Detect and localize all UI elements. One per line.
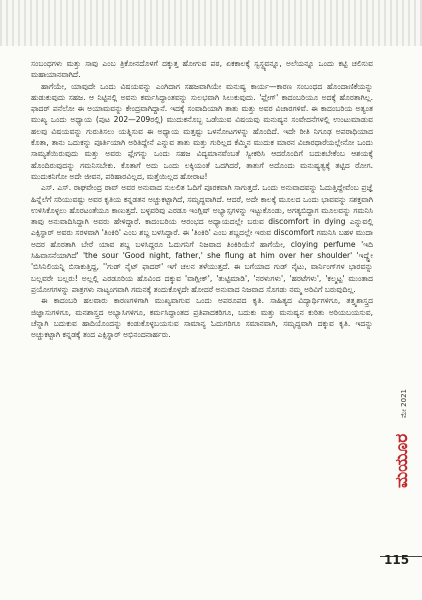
article-paragraph: ಎಸ್. ಎಸ್. ರಾಘವೇಂದ್ರ ರಾವ್ ಅವರ ಅನುವಾದ ಸುಲಲಿತ ಓದಿಗೆ ಪೂರಕವಾಗಿ ಸಾಗುತ್ತದೆ. ಒಂದು ಅನುವಾದವನ್ನು ಓದುತ್ತಿದ್ದೇವೆಂಬ ಪ್ರಜ್ಞೆ ಹಿನ್ನೆಲೆಗೆ ಸರಿಯುವಷ್ಟು ಅವರ ಕೃತಿಯ ಕನ್ನಡತನ ಅಚ್ಚುಕಟ್ಟಾಗಿದೆ, ಸಮೃದ್ಧವಾಗಿದೆ. ಆದರೆ, ಅದೇ ಕಾಲಕ್ಕೆ ಮೂಲದ ಒಂದು ಭಾವವನ್ನು ಸಶಕ್ತವಾಗಿ ಉಳಿಸಿಕೊಳ್ಳಲು ಹೊರಟಂತೆಯೂ ಕಾಣುತ್ತದೆ. ಬಳ್ಳವರಿವು ಎರಡೂ ಇಂಗ್ಲಿಷ್ ಅಭ್ಯಾಸ್ಸಗಳನ್ನು ಇಟ್ಟುಕೊಂಡು, ಅಗತ್ಯಬಿದ್ದಾಗ ಮೂಲವನ್ನು ಗಮನಿಸಿ ತಾವು ಅನುವಾದಿಸಿದ್ದಾಗಿ ಅವರು ಹೇಳಿದ್ದಾರೆ. ಕಾದಂಬರಿಯ ಆರಂಭದ ಅಧ್ಯಾಯದಲ್ಲೇ ಬರುವ discomfort in dying ಎನ್ನುವಲ್ಲಿ ಎಕ್ಸಿಸ್ಥಾರ್ ಅವರು ಸರಳವಾಗಿ 'ತಿಂಕಿರಿ' ಎಂಬ ಶಬ್ದ ಬಳಸಿದ್ದಾರೆ. ಈ 'ತಿಂಕಿರಿ' ಎಂಬ ಶಬ್ದದಲ್ಲೇ ಇರುವ discomfort ಗಮನಿಸಿ ಬಹಳ ಮುದಾ ಅದರ ಹೊರತಾಗಿ ಬೇರೆ ಯಾವ ಶಬ್ದ ಬಳಸಿದ್ದರೂ ಓದುಗನಿಗೆ ನಿಜವಾದ ತಿಂಕಿರಿಯೆಸೆ ಹಾಗೆಯೇ, cloying perfume 'ಇದಿ ಸಿಹಿವಾಸನೆಯಾಗಿದೆ' 'the sour 'Good night, father,' she flung at him over her shoulder' 'ಇದ್ದ್ಹೇ 'ಬಿಸಿನಿಲಿಯನ್ನಿ ಬಿಸಾಕುತ್ತಿದ್ದ, ''ಗುಡ್ ನೈಟ್ ಫಾದರ್' ಇಗೆ ಚಲನ ತಳೆಯುತ್ತದೆ. ಈ ಬಗೆಯಾದ ಗುಡ್ ನೈಟು, ವಾರ್ನಿಂಗ್‌ಗಳ ಭಾರವನ್ನು ಬಲ್ಲವರೇ ಬಲ್ಲರು! ಅಲ್ಲಲ್ಲಿ ಎರಡೂರಿಯ ಹೊವಿಂದ ದಕ್ಕುವ 'ವಾಗ್ಲೀಕ್', 'ತುಟ್ಟಿಮಾಡಿ', 'ನರಳುಗಳು', 'ಹರಟೆಗಳು', 'ಕಲ್ಮಟ್ಟ' ಮುಂತಾದ ಪ್ರಯೋಗಗಳನ್ನು ಪಾತ್ರಗಳು ನಾಟ್ಯಂಗವಾಗಿ ಗಮನಕ್ಕೆ ತಂದುಕೊಳ್ಳದೇ ಹೋದರೆ ಅನುವಾದ ನಿಜವಾದ ಸೊಗಡು ನಮ್ಮ ಅರಿವಿಗೆ ಬರುವುದಿಲ್ಲ. (31, 183, 373, 294)
article-paragraph: ಹಾಗೆಯೇ, ಯಾವುದೇ ಒಂದು ವಿಷಯವನ್ನು ಎಂಗಿದಾಗ ಸಹಜವಾಗಿಯೇ ಮನುಷ್ಯ ಕಾರ್ಯ—ಕಾರಣ ಸಂಬಂಧದ ಹೊಂದಾಣಿಕೆಯನ್ನು ಹುಡುಕುವುದು ಸಹಜ. ಆ ನಿಟ್ಟಿನಲ್ಲಿ ಅವನು ಕರ್ಮಸಿದ್ಧಾಂತವನ್ನು ಸುಲಭವಾಗಿ ಸಿಲುಕುವುದು. 'ಫ್ಲೇಗ್' ಕಾದಂಬರಿಯೂ ಅದಕ್ಕೆ ಹೊರತಾಗಿಲ್ಲ. ಫಾದರ್ ಪನೆಲೋ ಈ ಅಯಾಮವನ್ನು ಕೇಂದ್ರವಾಗಿದ್ದಾನೆ. ಇದಕ್ಕೆ ಸಂವಾದಿಯಾಗಿ ತಾತು ಮತ್ತು ಅವರ ವಿಚಾರಗಳಿವೆ. ಈ ಕಾದಂಬರಿಯ ಅತ್ಯಂತ ಮುಖ್ಯ ಒಂದು ಅಧ್ಯಾಯ (ಪುಟ 202—209ರಲ್ಲಿ) ಮುದುಕನೊಬ್ಬ ಒಡೆಯುವ ವಿಷಯವು ಮನುಷ್ಯನ ಸಂವೇದನೆಗಳಲ್ಲಿ ಉಂಟುಮಾಡುವ ಹಲವು ವಿಷಯವನ್ನು ಗುರುತಿಸಲು ಯತ್ನಿಸುವ ಈ ಅಧ್ಯಾಯ ಮತ್ತಷ್ಟು ಒಳನೋಟಗಳನ್ನು ಹೊಂದಿದೆ. ಇದೇ ರೀತಿ ನಿಗೂಢ ಅಪರಾಧಿಯಾದ ಕೊತಾ, ತಾನು ಒದುಕನ್ನು ಪೂರ್ತಿಯಾಗಿ ಅರಿತಿದ್ದೇನೆ ಎನ್ನುವ ತಾತು ಮತ್ತು ಗುರಿಲ್ಲದ ಕೆಮ್ಮಿನ ಮುದುಕ ಮಾರನ ವಿಚಾರಧಾರೆಯಲ್ಲೇನೋ ಒಂದು ಸಾಮ್ಯತೆಯಿರುವುದು ಮತ್ತು ಅವರು ಫ್ಲೇಗನ್ನು ಒಂದು ಸಹಜ ವಿದ್ಯಮಾನವೆಂಬತೆ ಸ್ವೀಕರಿಸಿ ಆದರೊಂದಿಗೆ ಬದುಕಬೇಕೆಂಬ ಆಶಯಕ್ಕೆ ಹೊಂದಿರುವುದನ್ನು ಗಮನಿಸಬೇಕು. ಕೊತಾಗೆ ಅದು ಒಂದು ಲಕ್ಕಿಯಂತೆ ಒದಗಿದರೆ, ತಾತುಗೆ ಅದೊಂದು ಮನುಷ್ಯತ್ವಕ್ಕೆ ತಟ್ಟಿದ ರೋಗ. ಮುದುಕನಿಗೋ ಅದೇ ಜೀವನ, ಪರಿಹಾರವಿಲ್ಲದ, ಮತ್ತೆಯಿಲ್ಲದ ಹೋರಾಟ! (31, 81, 373, 181)
article-paragraph: ಸಂಬಂಧಗಳು ಮತ್ತು ಸಾವು ಎಂಬ ತ್ರಿಕೋನದೊಳಗೆ ದಕ್ಕುತ್ತ ಹೋಗುವ ಪಠ, ಏಕಕಾಲಕ್ಕೆ ಸ್ವಸ್ಥ್ಯವನ್ನೂ, ಅಲೆಯನ್ನೂ ಒಂದು ಕಟ್ಟಿ ಚಲಿಸುವ ಮಹಾಯಾನವಾಗಿದೆ. (31, 59, 373, 80)
article-paragraph: ಈ ಕಾದಂಬರಿ ಹಲವಾರು ಕಾರಣಗಳಿಗಾಗಿ ಮುಖ್ಯವಾಗುವ ಒಂದು ಅಪರೂಪದ ಕೃತಿ. ಸಾಹಿತ್ಯದ ವಿದ್ಯಾರ್ಥಿಗಳಿಗೂ, ತತ್ತ್ವಶಾಸ್ತ್ರದ ಜಿಜ್ಞಾಸುಗಳಿಗೂ, ಮನಶಾಸ್ತ್ರದ ಅಭ್ಯಾಸಿಗಳಿಗೂ, ಕರ್ಮಸಿದ್ಧಾಂತದ ಪ್ರತಿಪಾದಕರಿಗೂ, ಬದುಕು ಮತ್ತು ಮನುಷ್ಯನ ಕುರಿತು ಅರಿಯಬಯಸುವ, ಚೆನ್ನಾಗಿ ಬದುಕುವ ಹಾದಿಯೊಂದನ್ನು ಕಂಡುಕೊಳ್ಳಬಯಸುವ ಸಾಮಾನ್ಯ ಓದುಗರಿಗೂ ಸಮಾನವಾಗಿ, ಸಮೃದ್ಧವಾಗಿ ದಕ್ಕುವ ಕೃತಿ. ಇದನ್ನು ಅಚ್ಚುಕಟ್ಟಾಗಿ ಕನ್ನಡಕ್ಕೆ ತಂದ ಎಕ್ಸಿಸ್ಥಾರ್ ಅಭಿನಂದನಾರ್ಹರು. (31, 296, 373, 340)
page-number: 115 (384, 553, 410, 567)
article-body (31, 58, 373, 340)
binding-edge (0, 0, 422, 46)
issue-date: ಮೇ 2021 (400, 389, 408, 418)
magazine-title: ಮಯೂರ (392, 433, 412, 488)
